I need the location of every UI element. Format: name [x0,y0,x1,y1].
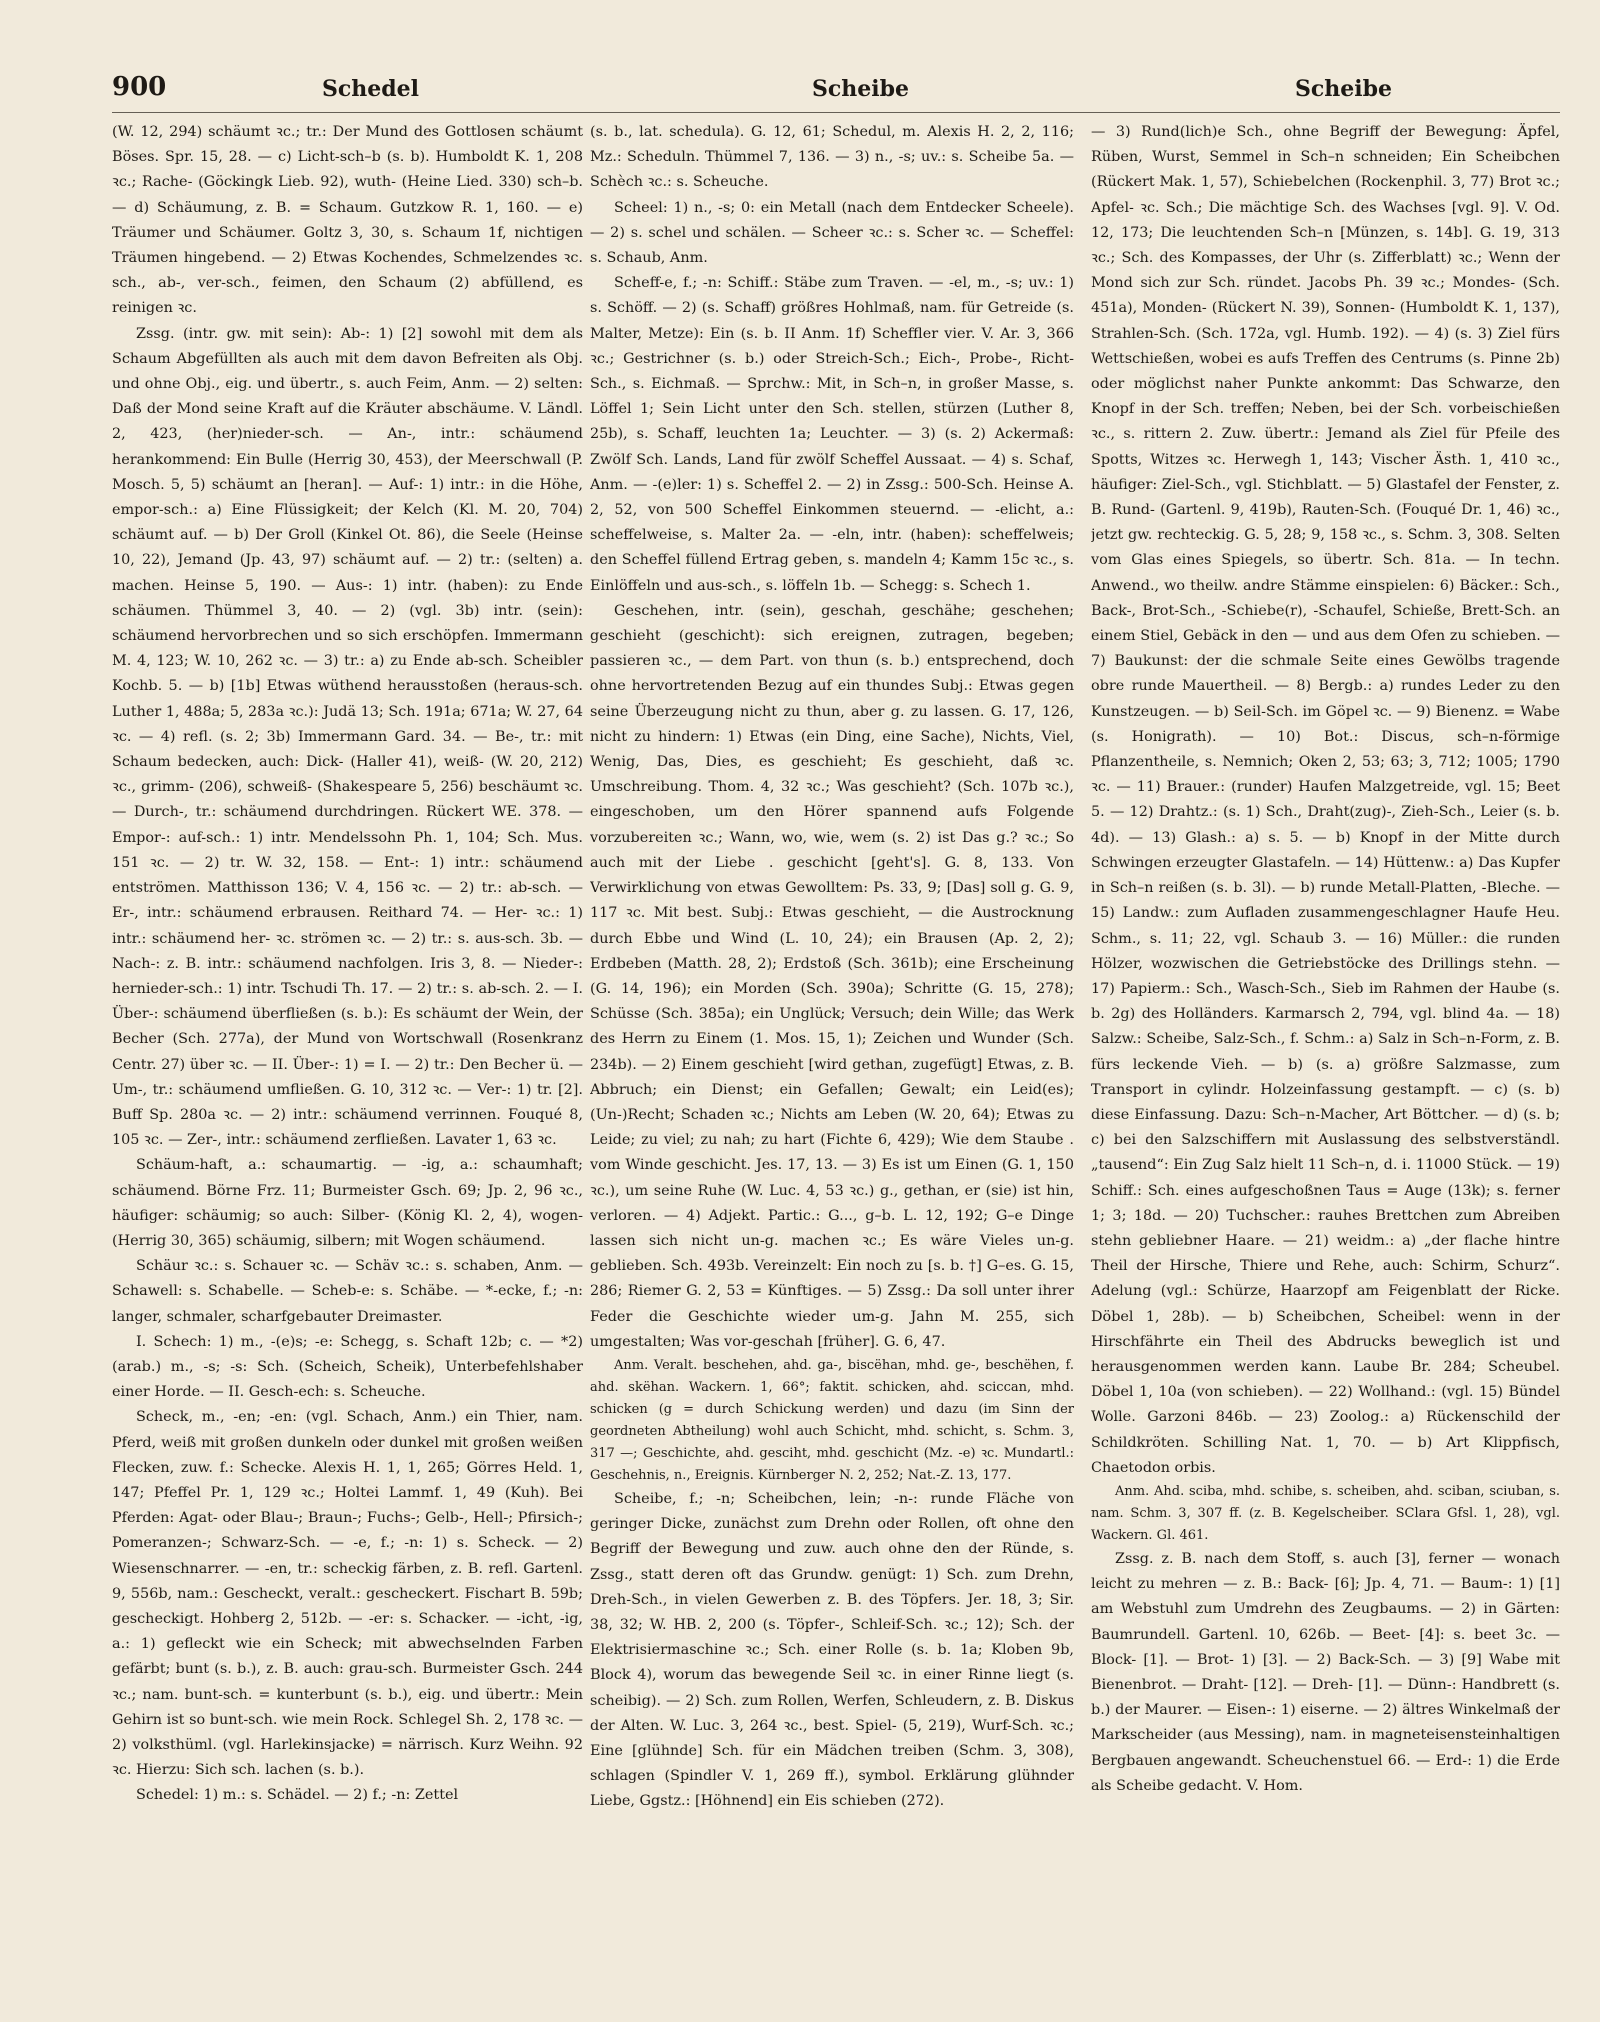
entry-compounds: Zssg. (intr. gw. mit sein): Ab-: 1) [2] sowohl mit dem als Schaum Abgefüllten als auch mit dem davon Befreiten als Obj. und ohne Obj., eig. und übertr., s. auch Feim, Anm. — 2) selten: Daß der Mond seine Kraft auf die Kräuter abschäume. V. Ländl. 2, 423, (her)nieder-sch. — An-, intr.: schäumend herankommend: Ein Bulle (Herrig 30, 453), der Meerschwall (P. Mosch. 5, 5) schäumt an [heran]. — Auf-: 1) intr.: in die Höhe, empor-sch.: a) Eine Flüssigkeit; der Kelch (Kl. M. 20, 704) schäumt auf. — b) Der Groll (Kinkel Ot. 86), die Seele (Heinse 10, 22), Jemand (Jp. 43, 97) schäumt auf. — 2) tr.: (selten) a. machen. Heinse 5, 190. — Aus-: 1) intr. (haben): zu Ende schäumen. Thümmel 3, 40. — 2) (vgl. 3b) intr. (sein): schäumend hervorbrechen und so sich erschöpfen. Immermann M. 4, 123; W. 10, 262 ꝛc. — 3) tr.: a) zu Ende ab-sch. Scheibler Kochb. 5. — b) [1b] Etwas wüthend herausstoßen (heraus-sch. Luther 1, 488a; 5, 283a ꝛc.): Judä 13; Sch. 191a; 671a; W. 27, 64 ꝛc. — 4) refl. (s. 2; 3b) Immermann Gard. 34. — Be-, tr.: mit Schaum bedecken, auch: Dick- (Haller 41), weiß- (W. 20, 212) ꝛc., grimm- (206), schweiß- (Shakespeare 5, 256) beschäumt ꝛc. — Durch-, tr.: schäumend durchdringen. Rückert WE. 378. — Empor-: auf-sch.: 1) intr. Mendelssohn Ph. 1, 104; Sch. Mus. 151 ꝛc. — 2) tr. W. 32, 158. — Ent-: 1) intr.: schäumend entströmen. Matthisson 136; V. 4, 156 ꝛc. — 2) tr.: ab-sch. — Er-, intr.: schäumend erbrausen. Reithard 74. — Her- ꝛc.: 1) intr.: schäumend her- ꝛc. strömen ꝛc. — 2) tr.: s. aus-sch. 3b. — Nach-: z. B. intr.: schäumend nachfolgen. Iris 3, 8. — Nieder-: hernieder-sch.: 1) intr. Tschudi Th. 17. — 2) tr.: s. ab-sch. 2. — I. Über-: schäumend überfließen (s. b.): Es schäumt der Wein, der Becher (Sch. 277a), der Mund von Wortschwall (Rosenkranz Centr. 27) über ꝛc. — II. Über-: 1) = I. — 2) tr.: Den Becher ü. — Um-, tr.: schäumend umfließen. G. 10, 312 ꝛc. — Ver-: 1) tr. [2]. Buff Sp. 280a ꝛc. — 2) intr.: schäumend verrinnen. Fouqué 8, 105 ꝛc. — Zer-, intr.: schäumend zerfließen. Lavater 1, 63 ꝛc. [112,325,583,1149]
entry-scheibe: Scheibe, f.; -n; Scheibchen, lein; -n-: runde Fläche von geringer Dicke, zunächst zum Drehn oder Rollen, oft ohne den Begriff der Bewegung und zuw. auch ohne den der Ründe, s. Zssg., statt deren oft das Grundw. genügt: 1) Sch. zum Drehn, Dreh-Sch., in vielen Gewerben z. B. des Töpfers. Jer. 18, 3; Sir. 38, 32; W. HB. 2, 200 (s. Töpfer-, Schleif-Sch. ꝛc.; 12); Sch. der Elektrisiermaschine ꝛc.; Sch. einer Rolle (s. b. 1a; Kloben 9b, Block 4), worum das bewegende Seil ꝛc. in einer Rinne liegt (s. scheibig). — 2) Sch. zum Rollen, Werfen, Schleudern, z. B. Diskus der Alten. W. Luc. 3, 264 ꝛc., best. Spiel- (5, 219), Wurf-Sch. ꝛc.; Eine [glühnde] Sch. für ein Mädchen treiben (Schm. 3, 308), schlagen (Spindler V. 1, 269 ff.), symbol. Erklärung glühnder Liebe, Ggstz.: [Höhnend] ein Eis schieben (272). [590,1490,1074,1810]
entry-schech: I. Schech: 1) m., -(e)s; -e: Schegg, s. Schaft 12b; c. — *2) (arab.) m., -s; -s: Sch. (Scheich, Scheik), Unterbefehlshaber einer Horde. — II. Gesch-ech: s. Scheuche. [112,1333,583,1401]
entry-continuation: (W. 12, 294) schäumt ꝛc.; tr.: Der Mund des Gottlosen schäumt Böses. Spr. 15, 28. — c) Licht-sch–b (s. b). Humboldt K. 1, 208 ꝛc.; Rache- (Göckingk Lieb. 92), wuth- (Heine Lied. 330) sch–b. — d) Schäumung, z. B. = Schaum. Gutzkow R. 1, 160. — e) Träumer und Schäumer. Goltz 3, 30, s. Schaum 1f, nichtigen Träumen hingebend. — 2) Etwas Kochendes, Schmelzendes ꝛc. sch., ab-, ver-sch., feimen, den Schaum (2) abfüllend, es reinigen ꝛc. [112,124,583,317]
entry-continuation: (s. b., lat. schedula). G. 12, 61; Schedul, m. Alexis H. 2, 2, 116; Mz.: Scheduln. Thümmel 7, 136. — 3) n., -s; uv.: s. Scheibe 5a. — Schèch ꝛc.: s. Scheuche. [590,124,1074,191]
entry-scheel: Scheel: 1) n., -s; 0: ein Metall (nach dem Entdecker Scheele). — 2) s. schel und schälen. — Scheer ꝛc.: s. Scher ꝛc. — Scheffel: s. Schaub, Anm. [590,199,1074,267]
entry-schaeur: Schäur ꝛc.: s. Schauer ꝛc. — Schäv ꝛc.: s. schaben, Anm. — Schawell: s. Schabelle. — Scheb-e: s. Schäbe. — *-ecke, f.; -n: langer, schmaler, scharfgebauter Dreimaster. [112,1258,583,1325]
header-rule [112,112,1560,113]
entry-scheffe: Scheff-e, f.; -n: Schiff.: Stäbe zum Traven. — -el, m., -s; uv.: 1) s. Schöff. — 2) (s. Schaff) größres Hohlmaß, nam. für Getreide (s. Malter, Metze): Ein (s. b. II Anm. 1f) Scheffler vier. V. Ar. 3, 366 ꝛc.; Gestrichner (s. b.) oder Streich-Sch.; Eich-, Probe-, Richt-Sch., s. Eichmaß. — Sprchw.: Mit, in Sch–n, in großer Masse, s. Löffel 1; Sein Licht unter den Sch. stellen, stürzen (Luther 8, 25b), s. Schaff, leuchten 1a; Leuchter. — 3) (s. 2) Ackermaß: Zwölf Sch. Lands, Land für zwölf Scheffel Aussaat. — 4) s. Schaf, Anm. — -(e)ler: 1) s. Scheffel 2. — 2) in Zssg.: 500-Sch. Heinse A. 2, 52, von 500 Scheffel Einkommen steuernd. — -elicht, a.: scheffelweise, s. Malter 2a. — -eln, intr. (haben): scheffelweis; den Scheffel füllend Ertrag geben, s. mandeln 4; Kamm 15c ꝛc., s. Einlöffeln und aus-sch., s. löffeln 1b. — Schegg: s. Schech 1. [590,275,1074,594]
header-right-catchword: Scheibe [1295,76,1393,102]
entry-note: Anm. Ahd. sciba, mhd. schibe, s. scheiben, ahd. sciban, sciuban, s. nam. Schm. 3, 307 ff. (z. B. Kegelscheiber. SClara Gfsl. 1, 28), vgl. Wackern. Gl. 461. [1091,1483,1560,1543]
entry-scheck: Scheck, m., -en; -en: (vgl. Schach, Anm.) ein Thier, nam. Pferd, weiß mit großen dunkeln oder dunkel mit großen weißen Flecken, zuw. f.: Schecke. Alexis H. 1, 1, 265; Görres Held. 1, 147; Pfeffel Pr. 1, 129 ꝛc.; Holtei Lammf. 1, 49 (Kuh). Bei Pferden: Agat- oder Blau-; Braun-; Fuchs-; Gelb-, Hell-; Pfirsich-; Pomeranzen-; Schwarz-Sch. — -e, f.; -n: 1) s. Scheck. — 2) Wiesenschnarrer. — -en, tr.: scheckig färben, z. B. refl. Gartenl. 9, 556b, nam.: Gescheckt, veralt.: gescheckert. Fischart B. 59b; gescheckigt. Hohberg 2, 512b. — -er: s. Schacker. — -icht, -ig, a.: 1) gefleckt wie ein Scheck; mit abwechselnden Farben gefärbt; bunt (s. b.), z. B. auch: grau-sch. Burmeister Gsch. 244 ꝛc.; nam. bunt-sch. = kunterbunt (s. b.), eig. und übertr.: Mein Gehirn ist so bunt-sch. wie mein Rock. Schlegel Sh. 2, 178 ꝛc. — 2) volksthüml. (vgl. Harlekinsjacke) = närrisch. Kurz Weihn. 92 ꝛc. Hierzu: Sich sch. lachen (s. b.). [112,1409,583,1779]
entry-geschehen: Geschehen, intr. (sein), geschah, geschähe; geschehen; geschieht (geschicht): sich ereignen, zutragen, begeben; passieren ꝛc., — dem Part. von thun (s. b.) entsprechend, doch ohne hervortretenden Bezug auf ein thundes Subj.: Etwas gegen seine Überzeugung nicht zu thun, aber g. zu lassen. G. 17, 126, nicht zu hindern: 1) Etwas (ein Ding, eine Sache), Nichts, Viel, Wenig, Das, Dies, es geschieht; Es geschieht, daß ꝛc. Umschreibung. Thom. 4, 32 ꝛc.; Was geschieht? (Sch. 107b ꝛc.), eingeschoben, um den Hörer spannend aufs Folgende vorzubereiten ꝛc.; Wann, wo, wie, wem (s. 2) ist Das g.? ꝛc.; So auch mit der Liebe . geschicht [geht's]. G. 8, 133. Von Verwirklichung von etwas Gewolltem: Ps. 33, 9; [Das] soll g. G. 9, 117 ꝛc. Mit best. Subj.: Etwas geschieht, — die Austrocknung durch Ebbe und Wind (L. 10, 24); ein Brausen (Ap. 2, 2); Erdbeben (Matth. 28, 2); Erdstoß (Sch. 361b); eine Erscheinung (G. 14, 196); ein Morden (Sch. 390a); Schritte (G. 15, 278); Schüsse (Sch. 385a); ein Unglück; Versuch; dein Wille; das Werk des Herrn zu Einem (1. Mos. 15, 1); Zeichen und Wunder (Sch. 234b). — 2) Einem geschieht [wird gethan, zugefügt] Etwas, z. B. Abbruch; ein Dienst; ein Gefallen; Gewalt; ein Leid(es); (Un-)Recht; Schaden ꝛc.; Nichts am Leben (W. 20, 64); Etwas zu Leide; zu viel; zu nah; zu hart (Fichte 6, 429); Wie dem Staube . vom Winde geschicht. Jes. 17, 13. — 3) Es ist um Einen (G. 1, 150 ꝛc.), um seine Ruhe (W. Luc. 4, 53 ꝛc.) g., gethan, er (sie) ist hin, verloren. — 4) Adjekt. Partic.: G..., g–b. L. 12, 192; G–e Dinge lassen sich nicht un-g. machen ꝛc.; Es wäre Vieles un-g. geblieben. Sch. 493b. Vereinzelt: Ein noch zu [s. b. †] G–es. G. 15, 286; Riemer G. 2, 53 = Künftiges. — 5) Zssg.: Da soll unter ihrer Feder die Geschichte wieder um-g. Jahn M. 255, sich umgestalten; Was vor-geschah [früher]. G. 6, 47. [590,602,1074,1350]
entry-schaeumhaft: Schäum-haft, a.: schaumartig. — -ig, a.: schaumhaft; schäumend. Börne Frz. 11; Burmeister Gsch. 69; Jp. 2, 96 ꝛc., häufiger: schäumig; so auch: Silber- (König Kl. 2, 4), wogen- (Herrig 30, 365) schäumig, silbern; mit Wogen schäumend. [112,1157,583,1249]
entry-continuation: — 3) Rund(lich)e Sch., ohne Begriff der Bewegung: Äpfel, Rüben, Wurst, Semmel in Sch–n schneiden; Ein Scheibchen (Rückert Mak. 1, 57), Schiebelchen (Rockenphil. 3, 77) Brot ꝛc.; Apfel- ꝛc. Sch.; Die mächtige Sch. des Wachses [vgl. 9]. V. Od. 12, 173; Die leuchtenden Sch–n [Münzen, s. 14b]. G. 19, 313 ꝛc.; Sch. des Kompasses, der Uhr (s. Zifferblatt) ꝛc.; Wenn der Mond sich zur Sch. ründet. Jacobs Ph. 39 ꝛc.; Mondes- (Sch. 451a), Monden- (Rückert N. 39), Sonnen- (Humboldt K. 1, 137), Strahlen-Sch. (Sch. 172a, vgl. Humb. 192). — 4) (s. 3) Ziel fürs Wettschießen, wobei es aufs Treffen des Centrums (s. Pinne 2b) oder möglichst naher Punkte ankommt: Das Schwarze, den Knopf in der Sch. treffen; Neben, bei der Sch. vorbeischießen ꝛc., s. rittern 2. Zuw. übertr.: Jemand als Ziel für Pfeile des Spotts, Witzes ꝛc. Herwegh 1, 143; Vischer Ästh. 1, 410 ꝛc., häufiger: Ziel-Sch., vgl. Stichblatt. — 5) Glastafel der Fenster, z. B. Rund- (Gartenl. 9, 419b), Rauten-Sch. (Fouqué Dr. 1, 46) ꝛc., jetzt gw. rechteckig. G. 5, 28; 9, 158 ꝛc., s. Schm. 3, 308. Selten vom Glas eines Spiegels, so übertr. Sch. 81a. — In techn. Anwend., wo theilw. andre Stämme einspielen: 6) Bäcker.: Sch., Back-, Brot-Sch., -Schiebe(r), -Schaufel, Schieße, Brett-Sch. an einem Stiel, Gebäck in den — und aus dem Ofen zu schieben. — 7) Baukunst: der die schmale Seite eines Gewölbs tragende obre runde Mauertheil. — 8) Bergb.: a) rundes Leder zu den Kunstzeugen. — b) Seil-Sch. im Göpel ꝛc. — 9) Bienenz. = Wabe (s. Honigrath). — 10) Bot.: Discus, sch–n-förmige Pflanzentheile, s. Nemnich; Oken 2, 53; 63; 3, 712; 1005; 1790 ꝛc. — 11) Brauer.: (runder) Haufen Malzgetreide, vgl. 15; Beet 5. — 12) Drahtz.: (s. 1) Sch., Draht(zug)-, Zieh-Sch., Leier (s. b. 4d). — 13) Glash.: a) s. 5. — b) Knopf in der Mitte durch Schwingen erzeugter Glastafeln. — 14) Hüttenw.: a) Das Kupfer in Sch–n reißen (s. b. 3l). — b) runde Metall-Platten, -Bleche. — 15) Landw.: zum Aufladen zusammengeschlagner Haufe Heu. Schm., s. 11; 22, vgl. Schaub 3. — 16) Müller.: die runden Hölzer, wozwischen die Getriebstöcke des Drillings stehn. — 17) Papierm.: Sch., Wasch-Sch., Sieb im Rahmen der Haube (s. b. 2g) des Holländers. Karmarsch 2, 794, vgl. blind 4a. — 18) Salzw.: Scheibe, Salz-Sch., f. Schm.: a) Salz in Sch–n-Form, z. B. fürs leckende Vieh. — b) (s. a) größre Salzmasse, zum Transport in cylindr. Holzeinfassung gestampft. — c) (s. b) diese Einfassung. Dazu: Sch–n-Macher, Art Böttcher. — d) (s. b; c) bei den Salzschiffern mit Auslassung des selbstverständl. „tausend“: Ein Zug Salz hielt 11 Sch–n, d. i. 11000 Stück. — 19) Schiff.: Sch. eines aufgeschoßnen Taus = Auge (13k); s. ferner 1; 3; 18d. — 20) Tuchscher.: rauhes Brettchen zum Abreiben stehn gebliebner Haare. — 21) weidm.: a) „der flache hintre Theil der Hirsche, Thiere und Rehe, auch: Schirm, Schurz“. Adelung (vgl.: Schürze, Haarzopf am Feigenblatt der Ricke. Döbel 1, 28b). — b) Scheibchen, Scheibel: wenn in der Hirschfährte ein Theil des Abdrucks beweglich ist und herausgenommen werden kann. Laube Br. 284; Scheubel. Döbel 1, 10a (von schieben). — 22) Wollhand.: (vgl. 15) Bündel Wolle. Garzoni 846b. — 23) Zoolog.: a) Rückenschild der Schildkröten. Schilling Nat. 1, 70. — b) Art Klippfisch, Chaetodon orbis. [1091,124,1560,1476]
header-left-catchword: Schedel [322,76,420,102]
entry-compounds: Zssg. z. B. nach dem Stoff, s. auch [3], ferner — wonach leicht zu mehren — z. B.: Back- [6]; Jp. 4, 71. — Baum-: 1) [1] am Webstuhl zum Umdrehn des Zeugbaums. — 2) in Gärten: Baumrundell. Gartenl. 10, 626b. — Beet- [4]: s. beet 3c. — Block- [1]. — Brot- 1) [3]. — 2) Back-Sch. — 3) [9] Wabe mit Bienenbrot. — Draht- [12]. — Dreh- [1]. — Dünn-: Handbrett (s. b.) der Maurer. — Eisen-: 1) eiserne. — 2) ältres Winkelmaß der Markscheider (aus Messing), nam. in magneteisensteinhaltigen Bergbauen angewandt. Scheuchenstuel 66. — Erd-: 1) die Erde als Scheibe gedacht. V. Hom. [1091,1550,1560,1794]
column-middle [590,120,1074,2015]
page-header [112,72,1560,112]
entry-note: Anm. Veralt. beschehen, ahd. ga-, biscëhan, mhd. ge-, beschëhen, f. ahd. skëhan. Wackern. 1, 66°; faktit. schicken, ahd. sciccan, mhd. schicken (g = durch Schickung werden) und dazu (im Sinn der geordneten Abtheilung) wohl auch Schicht, mhd. schicht, s. Schm. 3, 317 —; Geschichte, ahd. gesciht, mhd. geschicht (Mz. -e) ꝛc. Mundartl.: Geschehnis, n., Ereignis. Kürnberger N. 2, 252; Nat.-Z. 13, 177. [590,1357,1074,1483]
page-number: 900 [112,72,167,102]
column-right [1091,120,1560,2015]
header-center-catchword: Scheibe [812,76,910,102]
column-left [112,120,583,2015]
entry-schedel: Schedel: 1) m.: s. Schädel. — 2) f.; -n: Zettel [136,1787,459,1804]
